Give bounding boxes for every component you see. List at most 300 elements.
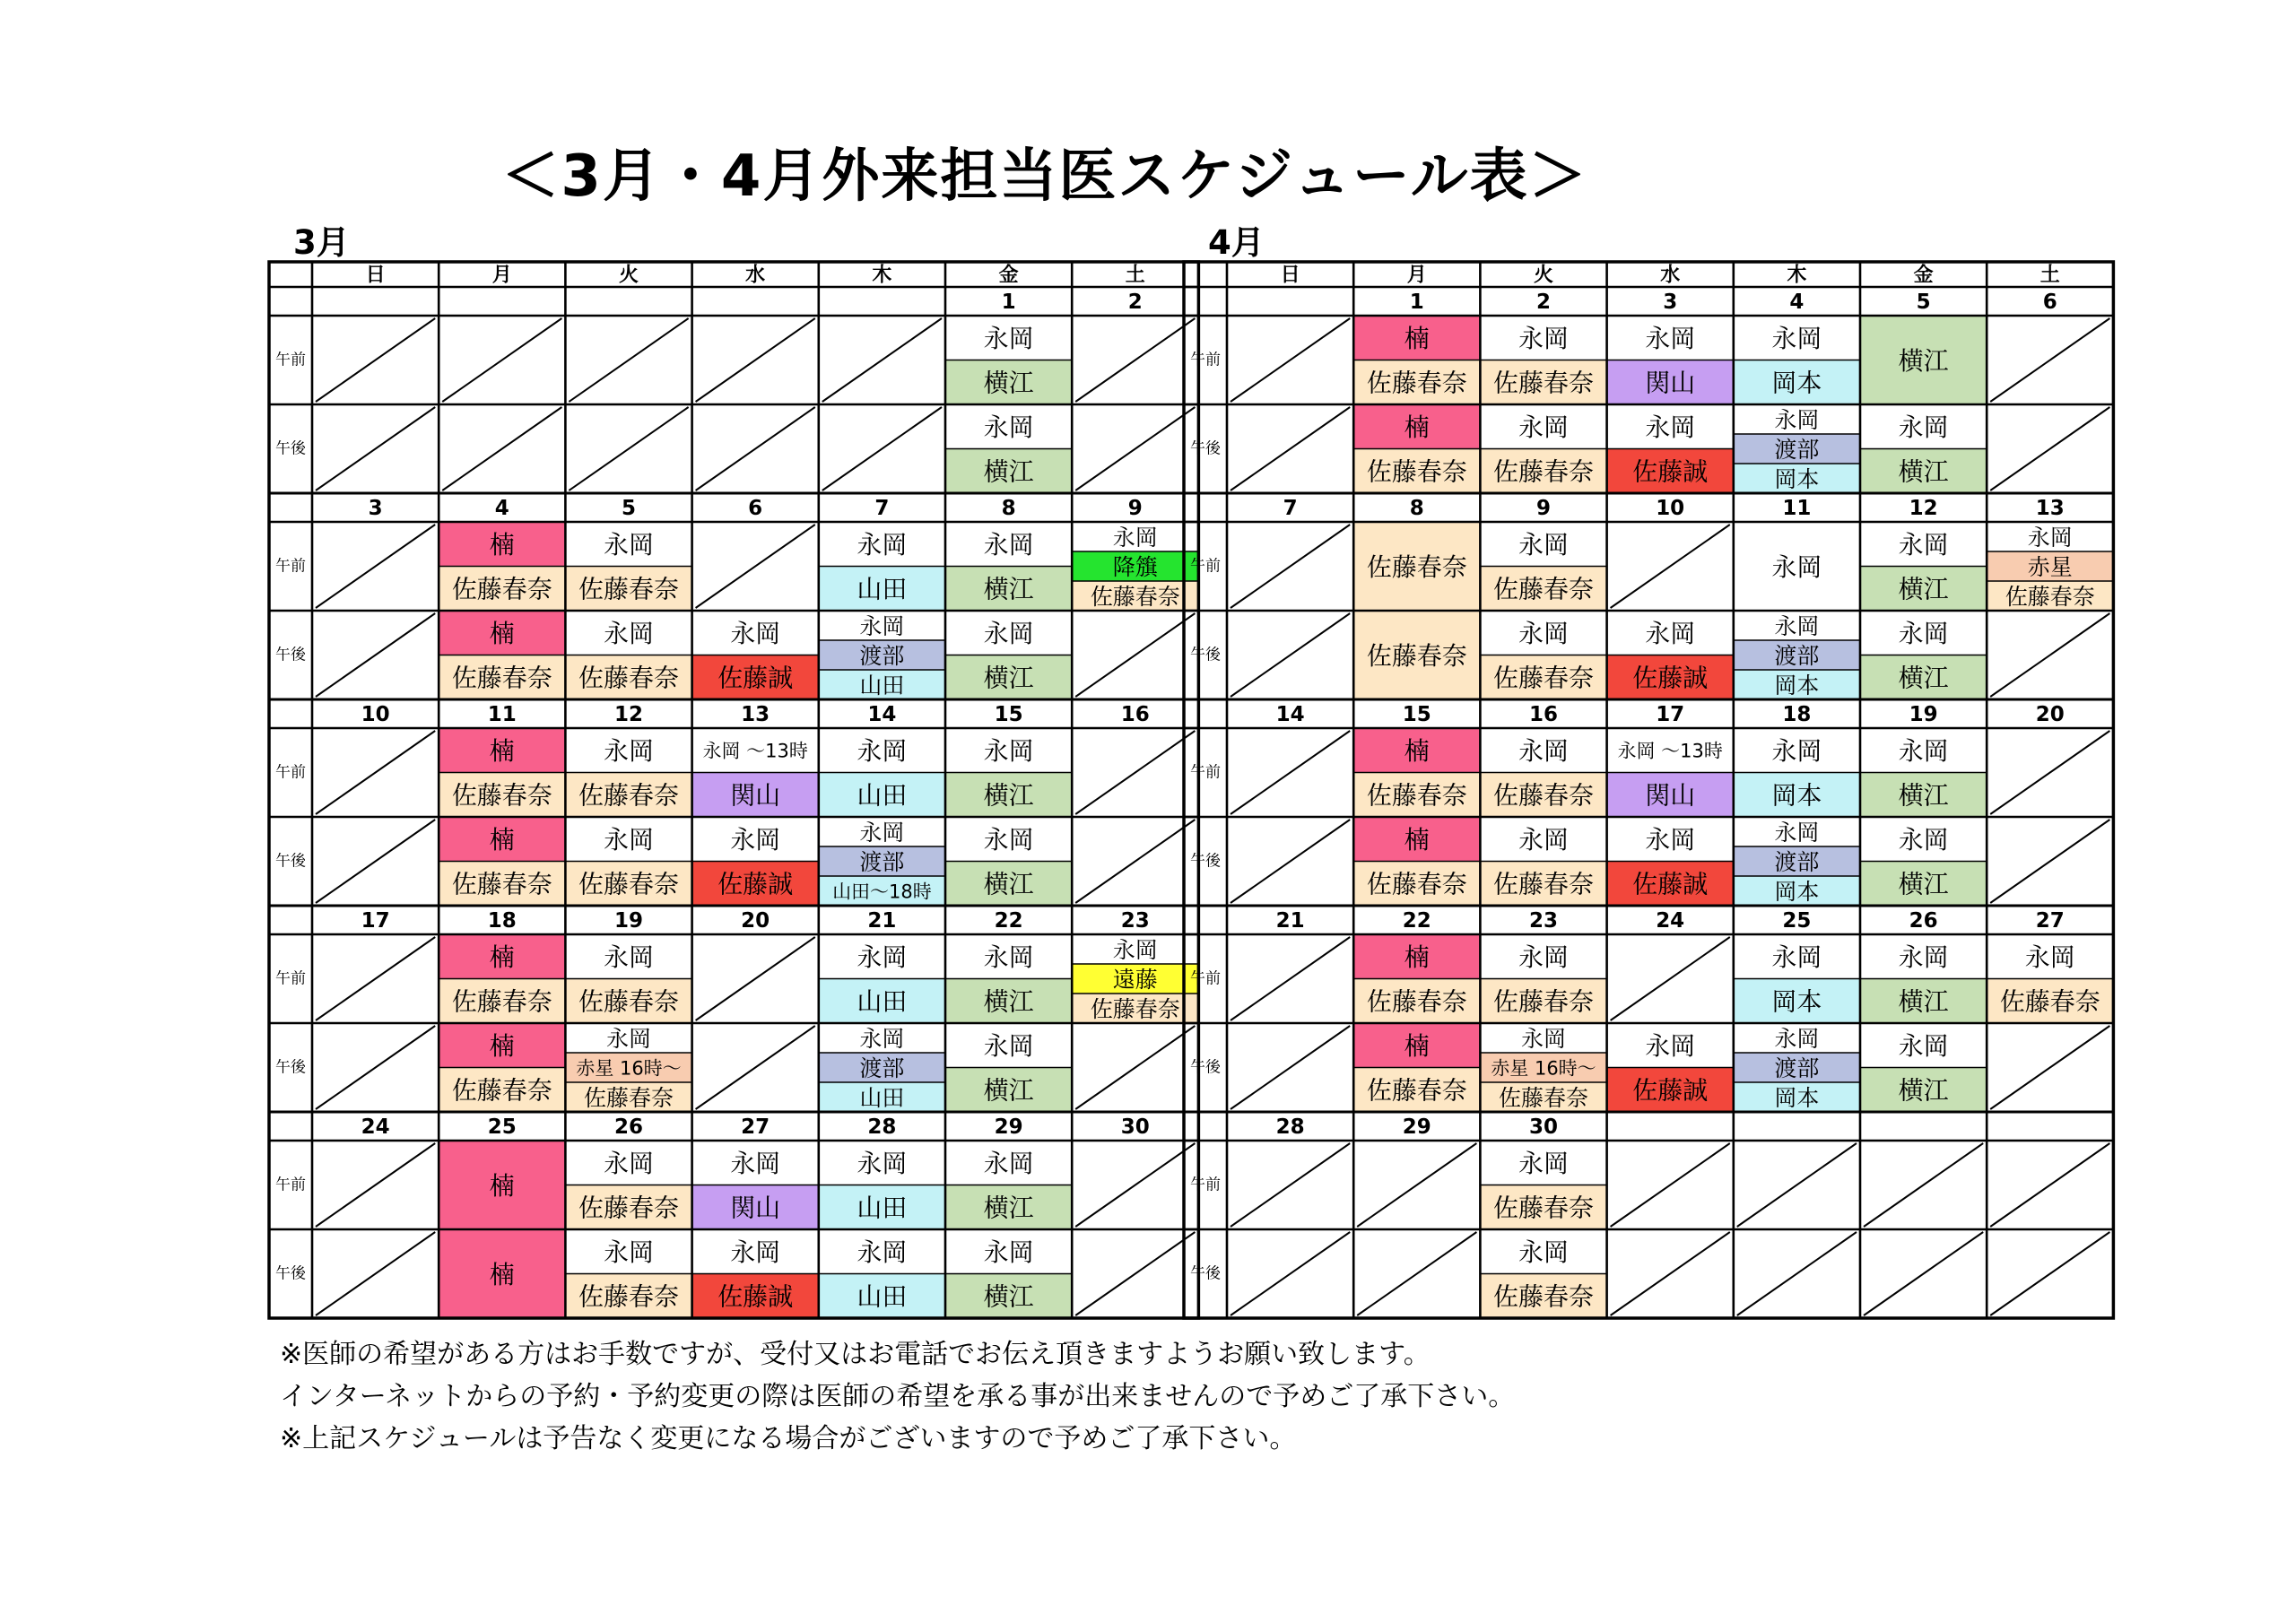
date-number: 4 [1789, 291, 1805, 315]
no-clinic-slash [696, 1026, 815, 1109]
doctor-name: 楠 [1404, 412, 1430, 443]
no-clinic-slash [1231, 1143, 1350, 1227]
date-number: 11 [487, 703, 517, 727]
date-number: 15 [994, 703, 1023, 727]
doctor-name: 佐藤春奈 [1999, 986, 2100, 1017]
doctor-name: 山田 [857, 986, 908, 1017]
no-clinic-slash [1075, 731, 1195, 814]
doctor-name: 永岡 [1518, 942, 1569, 973]
no-clinic-slash [822, 318, 942, 402]
no-clinic-slash [822, 407, 942, 490]
date-number: 18 [487, 908, 517, 933]
date-number: 21 [867, 908, 897, 933]
session-label-am: 午前 [1190, 969, 1221, 988]
date-number: 5 [621, 497, 636, 521]
doctor-name: 赤星 16時～ [1491, 1057, 1596, 1080]
doctor-name: 永岡 [1645, 825, 1696, 855]
no-clinic-slash [1611, 1232, 1730, 1315]
doctor-name: 楠 [489, 530, 515, 560]
doctor-name: 佐藤春奈 [1493, 1193, 1594, 1223]
date-number: 22 [1402, 908, 1431, 933]
session-label-am: 午前 [275, 351, 306, 369]
doctor-name: 佐藤春奈 [451, 869, 552, 899]
session-label-am: 午前 [1190, 1176, 1221, 1194]
doctor-name: 渡部 [859, 848, 905, 875]
doctor-name: 永岡 [857, 942, 908, 973]
month-label-march: 3月 [293, 223, 350, 262]
no-clinic-slash [1990, 1143, 2109, 1227]
date-number: 23 [1528, 908, 1558, 933]
doctor-name: 永岡 [1518, 1237, 1569, 1268]
date-number: 24 [1656, 908, 1685, 933]
doctor-name: 永岡 [1898, 736, 1949, 767]
no-clinic-slash [316, 820, 435, 903]
date-number: 9 [1127, 497, 1143, 521]
no-clinic-slash [1737, 1143, 1857, 1227]
no-clinic-slash [696, 525, 815, 608]
doctor-name: 横江 [983, 1193, 1034, 1223]
doctor-name: 永岡 [1112, 525, 1158, 551]
doctor-name: 永岡 [604, 619, 654, 649]
no-clinic-slash [1231, 318, 1350, 402]
doctor-name: 永岡 [983, 825, 1034, 855]
date-number: 13 [741, 703, 770, 727]
session-label-am: 午前 [1190, 763, 1221, 782]
date-number: 24 [361, 1115, 390, 1139]
doctor-name: 永岡 [1518, 530, 1569, 560]
date-number: 29 [994, 1115, 1023, 1139]
date-number: 28 [1275, 1115, 1305, 1139]
date-number: 16 [1528, 703, 1558, 727]
doctor-name: 永岡 [730, 825, 781, 855]
doctor-name: 永岡 [857, 1149, 908, 1179]
session-label-pm: 午後 [275, 646, 306, 664]
date-number: 29 [1402, 1115, 1431, 1139]
no-clinic-slash [316, 407, 435, 490]
doctor-name: 岡本 [1774, 466, 1820, 493]
notes [280, 1333, 1515, 1460]
doctor-name: 山田 [859, 1084, 905, 1111]
doctor-name: 横江 [1898, 456, 1949, 487]
no-clinic-slash [1231, 937, 1350, 1020]
date-number: 14 [867, 703, 897, 727]
doctor-name: 永岡 [983, 412, 1034, 443]
date-number: 4 [494, 497, 509, 521]
date-number: 15 [1402, 703, 1431, 727]
no-clinic-slash [1231, 731, 1350, 814]
no-clinic-slash [1075, 318, 1195, 402]
date-number: 17 [361, 908, 390, 933]
doctor-name: 横江 [983, 663, 1034, 693]
doctor-name: 佐藤春奈 [578, 1193, 679, 1223]
doctor-name: 横江 [1898, 663, 1949, 693]
doctor-name: 佐藤春奈 [578, 986, 679, 1017]
doctor-name: 佐藤春奈 [1493, 663, 1594, 693]
doctor-name: 永岡 [604, 1237, 654, 1268]
doctor-name: 佐藤春奈 [578, 780, 679, 811]
doctor-name: 佐藤誠 [1632, 663, 1709, 693]
doctor-name: 降籏 [1112, 554, 1158, 581]
date-number: 6 [2042, 291, 2057, 315]
no-clinic-slash [316, 318, 435, 402]
no-clinic-slash [1075, 1232, 1195, 1315]
doctor-name: 永岡 [1518, 736, 1569, 767]
doctor-name: 佐藤春奈 [1493, 1281, 1594, 1312]
date-number: 13 [2035, 497, 2065, 521]
session-label-pm: 午後 [275, 852, 306, 871]
no-clinic-slash [1075, 613, 1195, 697]
session-label-am: 午前 [275, 969, 306, 988]
date-number: 7 [874, 497, 890, 521]
doctor-name: 佐藤春奈 [1366, 456, 1467, 487]
doctor-name: 横江 [983, 1281, 1034, 1312]
date-number: 1 [1001, 291, 1016, 315]
session-label-pm: 午後 [275, 439, 306, 458]
doctor-name: 岡本 [1771, 780, 1822, 811]
doctor-name: 佐藤春奈 [1366, 869, 1467, 899]
no-clinic-slash [1231, 407, 1350, 490]
doctor-name: 永岡 [730, 1237, 781, 1268]
no-clinic-slash [1231, 525, 1350, 608]
date-number: 25 [1782, 908, 1812, 933]
session-label-pm: 午後 [1190, 852, 1221, 871]
doctor-name: 永岡 [983, 942, 1034, 973]
date-number: 27 [741, 1115, 770, 1139]
doctor-name: 山田 [857, 780, 908, 811]
doctor-name: 佐藤春奈 [1366, 552, 1467, 583]
doctor-name: 楠 [1404, 825, 1430, 855]
doctor-name: 佐藤春奈 [578, 1281, 679, 1312]
date-number: 30 [1528, 1115, 1558, 1139]
session-label-am: 午前 [275, 1176, 306, 1194]
doctor-name: 永岡 [1518, 825, 1569, 855]
doctor-name: 楠 [489, 736, 515, 767]
doctor-name: 佐藤春奈 [1493, 780, 1594, 811]
weekday-header: 水 [745, 264, 766, 287]
doctor-name: 赤星 [2027, 554, 2073, 581]
doctor-name: 佐藤春奈 [1499, 1084, 1588, 1111]
weekday-header: 金 [998, 264, 1019, 287]
doctor-name: 永岡 [1898, 412, 1949, 443]
weekday-header: 日 [1280, 264, 1300, 287]
doctor-name: 山田 [857, 1193, 908, 1223]
no-clinic-slash [316, 731, 435, 814]
date-number: 3 [1663, 291, 1678, 315]
session-label-pm: 午後 [1190, 1264, 1221, 1283]
doctor-name: 佐藤春奈 [1493, 456, 1594, 487]
no-clinic-slash [1075, 1026, 1195, 1109]
no-clinic-slash [1990, 1026, 2109, 1109]
doctor-name: 山田～18時 [832, 881, 932, 903]
no-clinic-slash [1737, 1232, 1857, 1315]
doctor-name: 横江 [1898, 986, 1949, 1017]
weekday-header: 月 [491, 264, 512, 287]
doctor-name: 永岡 ～13時 [1617, 740, 1723, 762]
no-clinic-slash [1611, 525, 1730, 608]
no-clinic-slash [696, 937, 815, 1020]
doctor-name: 永岡 [983, 1237, 1034, 1268]
date-number: 8 [1409, 497, 1424, 521]
doctor-name: 横江 [1898, 1075, 1949, 1106]
doctor-name: 永岡 [1898, 1031, 1949, 1062]
doctor-name: 永岡 [983, 619, 1034, 649]
date-number: 25 [487, 1115, 517, 1139]
doctor-name: 永岡 [1112, 936, 1158, 963]
date-number: 20 [2035, 703, 2065, 727]
note-line: ※医師の希望がある方はお手数ですが、受付又はお電話でお伝え頂きますようお願い致します。 [280, 1339, 1431, 1370]
doctor-name: 横江 [983, 368, 1034, 398]
no-clinic-slash [316, 1026, 435, 1109]
doctor-name: 楠 [489, 1170, 515, 1201]
doctor-name: 永岡 [604, 825, 654, 855]
date-number: 26 [1909, 908, 1938, 933]
doctor-name: 永岡 [1774, 819, 1820, 846]
doctor-name: 永岡 [1518, 324, 1569, 354]
date-number: 14 [1275, 703, 1305, 727]
doctor-name: 関山 [730, 780, 781, 811]
no-clinic-slash [696, 318, 815, 402]
date-number: 3 [368, 497, 383, 521]
date-number: 30 [1120, 1115, 1150, 1139]
date-number: 10 [361, 703, 390, 727]
doctor-name: 永岡 [604, 530, 654, 560]
doctor-name: 永岡 [859, 613, 905, 640]
no-clinic-slash [316, 1232, 435, 1315]
no-clinic-slash [1990, 613, 2109, 697]
no-clinic-slash [1357, 1232, 1476, 1315]
doctor-name: 楠 [1404, 736, 1430, 767]
no-clinic-slash [1990, 1232, 2109, 1315]
doctor-name: 横江 [983, 986, 1034, 1017]
doctor-name: 横江 [1898, 346, 1949, 377]
weekday-header: 土 [2039, 264, 2060, 287]
doctor-name: 永岡 [1518, 619, 1569, 649]
doctor-name: 佐藤誠 [1632, 456, 1709, 487]
doctor-name: 永岡 [1518, 412, 1569, 443]
doctor-name: 楠 [489, 619, 515, 649]
date-number: 2 [1127, 291, 1143, 315]
session-label-am: 午前 [1190, 351, 1221, 369]
doctor-name: 佐藤誠 [718, 869, 794, 899]
note-line: ※上記スケジュールは予告なく変更になる場合がございますので予めご了承下さい。 [280, 1423, 1297, 1454]
no-clinic-slash [316, 937, 435, 1020]
no-clinic-slash [696, 407, 815, 490]
no-clinic-slash [316, 613, 435, 697]
doctor-name: 永岡 [730, 1149, 781, 1179]
doctor-name: 山田 [857, 1281, 908, 1312]
date-number: 28 [867, 1115, 897, 1139]
doctor-name: 永岡 [2027, 525, 2073, 551]
doctor-name: 佐藤春奈 [451, 574, 552, 604]
no-clinic-slash [316, 1143, 435, 1227]
doctor-name: 岡本 [1774, 1084, 1820, 1111]
weekday-header: 土 [1125, 264, 1145, 287]
doctor-name: 佐藤春奈 [1090, 995, 1180, 1022]
doctor-name: 永岡 [1645, 412, 1696, 443]
no-clinic-slash [569, 318, 688, 402]
doctor-name: 遠藤 [1112, 966, 1158, 993]
date-number: 20 [741, 908, 770, 933]
doctor-name: 佐藤春奈 [578, 869, 679, 899]
doctor-name: 渡部 [859, 643, 905, 670]
doctor-name: 永岡 [1774, 407, 1820, 434]
doctor-name: 永岡 [604, 942, 654, 973]
doctor-name: 横江 [983, 574, 1034, 604]
weekday-header: 木 [1787, 264, 1807, 287]
doctor-name: 佐藤春奈 [1493, 869, 1594, 899]
session-label-am: 午前 [275, 763, 306, 782]
date-number: 6 [748, 497, 763, 521]
doctor-name: 渡部 [859, 1055, 905, 1081]
doctor-name: 佐藤春奈 [451, 986, 552, 1017]
date-number: 16 [1120, 703, 1150, 727]
doctor-name: 渡部 [1774, 437, 1820, 464]
doctor-name: 永岡 [1898, 619, 1949, 649]
calendar-march [267, 260, 1200, 1320]
no-clinic-slash [442, 318, 561, 402]
date-number: 9 [1535, 497, 1551, 521]
doctor-name: 永岡 [983, 736, 1034, 767]
doctor-name: 永岡 [730, 619, 781, 649]
doctor-name: 永岡 [1898, 530, 1949, 560]
doctor-name: 佐藤春奈 [1493, 574, 1594, 604]
weekday-header: 月 [1406, 264, 1427, 287]
date-number: 19 [613, 908, 643, 933]
doctor-name: 佐藤春奈 [1366, 641, 1467, 672]
date-number: 11 [1782, 497, 1812, 521]
weekday-header: 金 [1913, 264, 1934, 287]
doctor-name: 永岡 [1774, 1025, 1820, 1052]
no-clinic-slash [1864, 1143, 1983, 1227]
date-number: 1 [1409, 291, 1424, 315]
session-label-pm: 午後 [1190, 1058, 1221, 1077]
doctor-name: 横江 [983, 1075, 1034, 1106]
doctor-name: 佐藤春奈 [1493, 368, 1594, 398]
doctor-name: 永岡 [859, 819, 905, 846]
page-title: ＜3月・4月外来担当医スケジュール表＞ [501, 143, 1588, 210]
doctor-name: 佐藤春奈 [1366, 368, 1467, 398]
doctor-name: 永岡 [2024, 942, 2075, 973]
weekday-header: 日 [365, 264, 386, 287]
doctor-name: 永岡 [1771, 324, 1822, 354]
doctor-name: 楠 [1404, 324, 1430, 354]
session-label-pm: 午後 [275, 1058, 306, 1077]
date-number: 19 [1909, 703, 1938, 727]
session-label-pm: 午後 [1190, 646, 1221, 664]
doctor-name: 横江 [983, 780, 1034, 811]
doctor-name: 永岡 [857, 736, 908, 767]
doctor-name: 佐藤誠 [1632, 1075, 1709, 1106]
weekday-header: 火 [1534, 264, 1553, 287]
doctor-name: 佐藤誠 [1632, 869, 1709, 899]
doctor-name: 佐藤春奈 [1493, 986, 1594, 1017]
doctor-name: 佐藤春奈 [451, 1075, 552, 1106]
doctor-name: 永岡 [857, 530, 908, 560]
doctor-name: 永岡 [1645, 619, 1696, 649]
date-number: 5 [1916, 291, 1931, 315]
no-clinic-slash [1231, 1232, 1350, 1315]
doctor-name: 楠 [489, 825, 515, 855]
no-clinic-slash [1231, 820, 1350, 903]
doctor-name: 赤星 16時～ [576, 1057, 682, 1080]
no-clinic-slash [1075, 1143, 1195, 1227]
doctor-name: 山田 [859, 673, 905, 699]
doctor-name: 佐藤誠 [718, 1281, 794, 1312]
doctor-name: 岡本 [1771, 368, 1822, 398]
doctor-name: 永岡 [857, 1237, 908, 1268]
doctor-name: 永岡 [604, 1149, 654, 1179]
date-number: 12 [1909, 497, 1938, 521]
doctor-name: 永岡 [1898, 942, 1949, 973]
doctor-name: 横江 [983, 456, 1034, 487]
no-clinic-slash [442, 407, 561, 490]
date-number: 23 [1120, 908, 1150, 933]
date-number: 12 [613, 703, 643, 727]
no-clinic-slash [1611, 937, 1730, 1020]
doctor-name: 永岡 [1518, 1149, 1569, 1179]
calendar-april [1182, 260, 2115, 1320]
session-label-pm: 午後 [275, 1264, 306, 1283]
doctor-name: 永岡 [983, 324, 1034, 354]
doctor-name: 永岡 [1771, 736, 1822, 767]
doctor-name: 横江 [1898, 780, 1949, 811]
doctor-name: 永岡 [1898, 825, 1949, 855]
date-number: 2 [1535, 291, 1551, 315]
session-label-am: 午前 [275, 557, 306, 576]
session-label-am: 午前 [1190, 557, 1221, 576]
doctor-name: 佐藤春奈 [584, 1084, 674, 1111]
doctor-name: 楠 [1404, 942, 1430, 973]
date-number: 18 [1782, 703, 1812, 727]
doctor-name: 永岡 ～13時 [702, 740, 808, 762]
doctor-name: 佐藤誠 [718, 663, 794, 693]
doctor-name: 佐藤春奈 [1366, 1075, 1467, 1106]
doctor-name: 永岡 [983, 1031, 1034, 1062]
doctor-name: 岡本 [1771, 986, 1822, 1017]
doctor-name: 渡部 [1774, 643, 1820, 670]
doctor-name: 永岡 [1771, 942, 1822, 973]
date-number: 22 [994, 908, 1023, 933]
date-number: 27 [2035, 908, 2065, 933]
weekday-header: 水 [1660, 264, 1681, 287]
doctor-name: 岡本 [1774, 878, 1820, 905]
doctor-name: 横江 [1898, 574, 1949, 604]
doctor-name: 渡部 [1774, 848, 1820, 875]
doctor-name: 佐藤春奈 [2005, 584, 2095, 611]
weekday-header: 木 [872, 264, 892, 287]
doctor-name: 佐藤春奈 [1090, 584, 1180, 611]
date-number: 7 [1283, 497, 1298, 521]
no-clinic-slash [1611, 1143, 1730, 1227]
note-line: インターネットからの予約・予約変更の際は医師の希望を承る事が出来ませんので予めご了承下さい。 [280, 1381, 1516, 1412]
doctor-name: 佐藤春奈 [451, 663, 552, 693]
no-clinic-slash [1231, 1026, 1350, 1109]
doctor-name: 永岡 [604, 736, 654, 767]
no-clinic-slash [1075, 820, 1195, 903]
doctor-name: 横江 [1898, 869, 1949, 899]
doctor-name: 永岡 [1774, 613, 1820, 640]
doctor-name: 佐藤春奈 [578, 574, 679, 604]
no-clinic-slash [1231, 613, 1350, 697]
date-number: 17 [1656, 703, 1685, 727]
no-clinic-slash [1864, 1232, 1983, 1315]
no-clinic-slash [1990, 820, 2109, 903]
no-clinic-slash [1990, 318, 2109, 402]
date-number: 10 [1656, 497, 1685, 521]
no-clinic-slash [1990, 731, 2109, 814]
no-clinic-slash [1075, 407, 1195, 490]
doctor-name: 永岡 [1645, 324, 1696, 354]
